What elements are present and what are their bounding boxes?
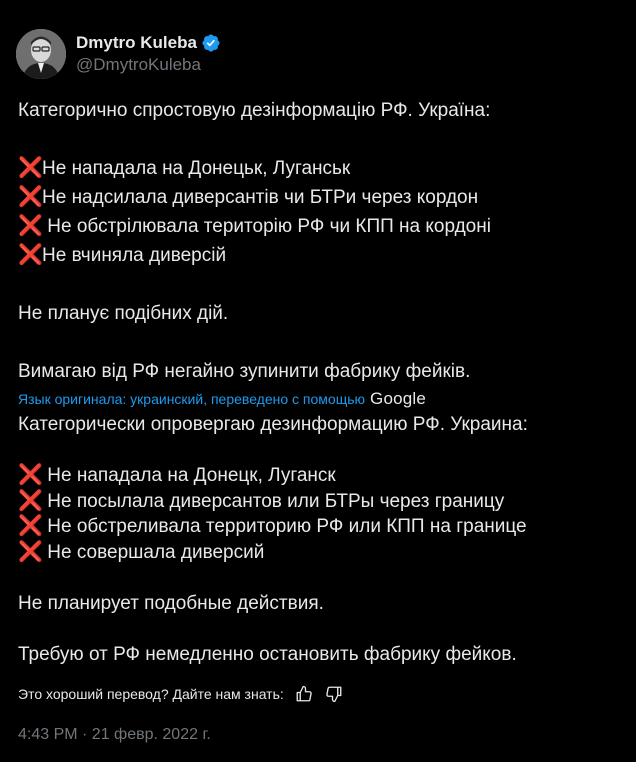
- thumbs-up-icon: [295, 685, 313, 703]
- cross-mark-icon: ❌: [18, 540, 43, 563]
- translated-item: [18, 514, 618, 540]
- author-names: [76, 32, 221, 76]
- translated-text: [18, 412, 618, 667]
- original-item-text: Не нападала на Донецьк, Луганськ: [42, 158, 351, 179]
- cross-mark-icon: ❌: [18, 186, 43, 208]
- original-line-2: Не планує подібних дій.: [18, 303, 229, 324]
- original-item: [18, 212, 618, 241]
- original-item-text: Не обстрілювала територію РФ чи КПП на кордоні: [42, 216, 491, 237]
- translated-line-3: Требую от РФ немедленно остановить фабрику фейков.: [18, 643, 517, 665]
- verified-badge-icon: [201, 33, 221, 53]
- translated-item: [18, 489, 618, 515]
- translated-intro: Категорически опровергаю дезинформацию РФ. Украина:: [18, 414, 528, 435]
- original-item: [18, 183, 618, 212]
- thumbs-down-icon: [325, 685, 343, 703]
- translated-item-text: Не совершала диверсий: [42, 541, 265, 563]
- translation-feedback: [18, 682, 344, 706]
- translated-item: [18, 540, 618, 566]
- tweet-timestamp[interactable]: 4:43 PM · 21 февр. 2022 г.: [18, 726, 211, 743]
- original-item-text: Не вчиняла диверсій: [42, 245, 227, 266]
- avatar-photo-icon: [16, 29, 66, 79]
- original-line-3: Вимагаю від РФ негайно зупинити фабрику фейків.: [18, 361, 471, 382]
- thumbs-down-button[interactable]: [324, 684, 344, 704]
- translated-item-text: Не нападала на Донецк, Луганск: [42, 465, 336, 486]
- avatar[interactable]: [16, 29, 66, 79]
- tweet-header: [16, 28, 221, 80]
- cross-mark-icon: ❌: [18, 464, 43, 486]
- translated-item-text: Не обстреливала территорию РФ или КПП на границе: [42, 516, 527, 537]
- cross-mark-icon: ❌: [18, 244, 43, 266]
- translation-note: [18, 388, 426, 410]
- feedback-prompt: Это хороший перевод? Дайте нам знать:: [18, 686, 284, 702]
- translated-item-text: Не посылала диверсантов или БТРы через границу: [42, 490, 505, 512]
- cross-mark-icon: ❌: [18, 489, 43, 512]
- original-item-text: Не надсилала диверсантів чи БТРи через кордон: [42, 187, 479, 208]
- thumbs-up-button[interactable]: [294, 684, 314, 704]
- cross-mark-icon: ❌: [18, 215, 43, 237]
- cross-mark-icon: ❌: [18, 515, 43, 537]
- cross-mark-icon: ❌: [18, 157, 43, 179]
- translated-line-2: Не планирует подобные действия.: [18, 592, 324, 614]
- translation-source-link[interactable]: Язык оригинала: украинский, переведено с помощью: [18, 391, 366, 407]
- google-logo: Google: [370, 389, 427, 408]
- original-text: [18, 96, 618, 386]
- original-intro: Категорично спростовую дезінформацію РФ. Україна:: [18, 100, 491, 121]
- author-handle[interactable]: @DmytroKuleba: [76, 55, 201, 74]
- original-item: [18, 154, 618, 183]
- display-name-row: [76, 32, 221, 54]
- translated-item: [18, 463, 618, 489]
- display-name[interactable]: Dmytro Kuleba: [76, 33, 197, 52]
- original-item: [18, 241, 618, 270]
